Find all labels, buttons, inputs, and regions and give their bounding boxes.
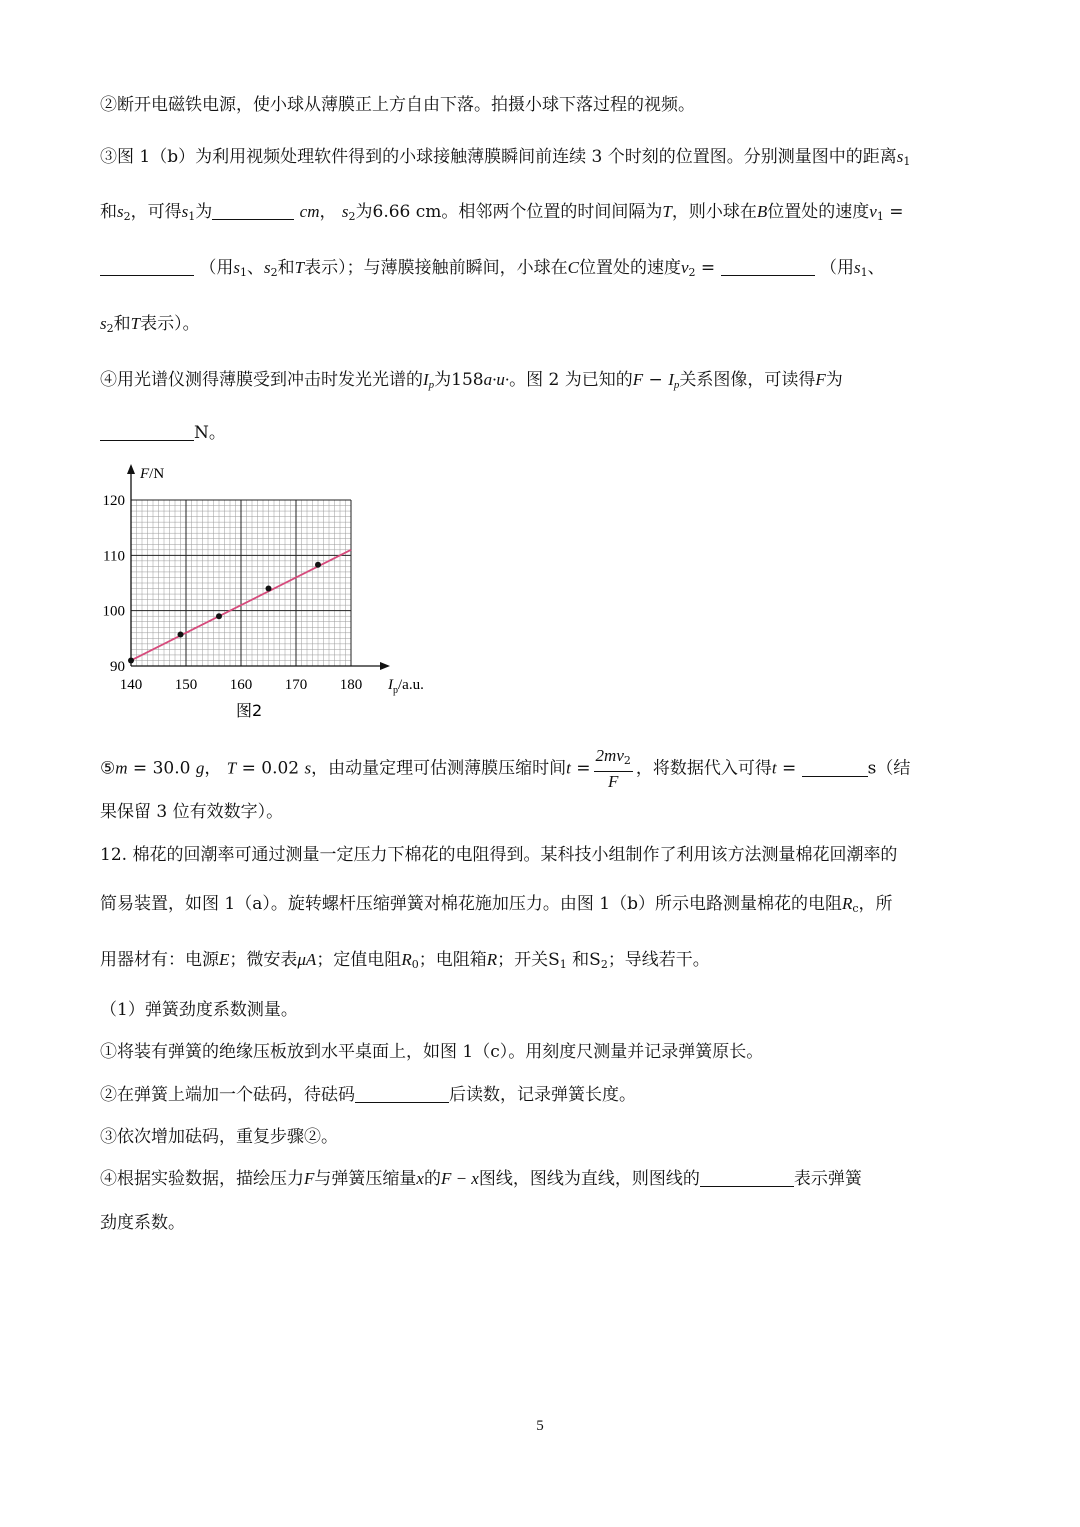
f-ip-graph (96, 458, 436, 728)
step-5-line-1: ⑤m = 30.0 g， T = 0.02 s，由动量定理可估测薄膜压缩时间t = $\frac{2mv_2}{F}$ ，将数据代入可得t = s（结 (100, 746, 911, 791)
answer-blank-v1[interactable] (100, 257, 194, 276)
y-tick-label: 90 (110, 659, 125, 675)
q12-step-3: ③依次增加砝码，重复步骤②。 (100, 1127, 338, 1147)
q12-line-3: 用器材有：电源E；微安表μA；定值电阻$R_0$；电阻箱R；开关$S_1$ 和$S_2$；导线若干。 (100, 950, 710, 971)
step-3-line-3: （用$s_1$、$s_2$和T表示）；与薄膜接触前瞬间，小球在C位置处的速度$v_2$ = （用$s_1$、 (100, 256, 984, 285)
q12-step-2: ②在弹簧上端加一个砝码，待砝码 后读数，记录弹簧长度。 (100, 1085, 636, 1105)
q12-line-1: 12. 棉花的回潮率可通过测量一定压力下棉花的电阻得到。某科技小组制作了利用该方法测量棉花回潮率的 (100, 845, 898, 865)
page-number: 5 (536, 1418, 544, 1434)
x-axis-label: $I_p/a.u$. (388, 677, 424, 696)
step-5-line-2: 果保留 3 位有效数字）。 (100, 802, 284, 822)
q12-step-1: ①将装有弹簧的绝缘压板放到水平桌面上，如图 1（c）。用刻度尺测量并记录弹簧原长。 (100, 1042, 764, 1062)
q12-step-4: ④根据实验数据，描绘压力F与弹簧压缩量x的F − x图线，图线为直线，则图线的 表示弹簧 (100, 1169, 862, 1189)
y-axis-label: F/N (140, 466, 165, 482)
data-point (315, 562, 321, 568)
x-tick-label: 170 (284, 677, 308, 693)
q12-line-2: 简易装置，如图 1（a）。旋转螺杆压缩弹簧对棉花施加压力。由图 1（b）所示电路测量棉花的电阻$R_c$，所 (100, 894, 893, 915)
answer-blank-s1[interactable] (212, 201, 294, 220)
answer-blank-wait[interactable] (355, 1084, 449, 1103)
y-tick-label: 100 (102, 603, 125, 620)
q12-step-4-cont: 劲度系数。 (100, 1213, 185, 1233)
x-tick-label: 160 (229, 677, 253, 693)
data-point (216, 613, 222, 619)
x-axis-arrow (380, 662, 390, 670)
y-tick-label: 120 (102, 493, 125, 509)
answer-blank-t[interactable] (802, 758, 868, 777)
fraction-2mv2-over-F: $\frac{2mv_2}{F}$ (595, 746, 631, 791)
x-tick-label: 140 (119, 677, 143, 693)
x-tick-label: 150 (174, 677, 198, 693)
step-3-line-4: $s_2$和T表示）。 (100, 314, 200, 335)
answer-blank-F[interactable] (100, 422, 194, 441)
step-3-line-1: ③图 1（b）为利用视频处理软件得到的小球接触薄膜瞬间前连续 3 个时刻的位置图。分别测量图中的距离$s_1$ (100, 147, 911, 168)
data-point (266, 586, 272, 592)
answer-blank-slope[interactable] (700, 1168, 794, 1187)
step-3-line-2: 和$s_2$，可得$s_1$为 cm， $s_2$为6.66 cm。相邻两个位置的时间间隔为T，则小球在B位置处的速度$v_1$ = (100, 202, 904, 223)
step-2-text: ②断开电磁铁电源，使小球从薄膜正上方自由下落。拍摄小球下落过程的视频。 (100, 95, 695, 115)
q12-part-1-heading: （1）弹簧劲度系数测量。 (100, 1000, 298, 1020)
data-point (178, 631, 184, 637)
step-4-line-2: N。 (100, 421, 984, 445)
data-point (128, 657, 134, 663)
y-axis-arrow (127, 464, 135, 474)
y-tick-label: 110 (103, 548, 125, 565)
answer-blank-v2[interactable] (721, 257, 815, 276)
chart-title: 图2 (236, 701, 263, 720)
step-4-line-1: ④用光谱仪测得薄膜受到冲击时发光光谱的$I_p$为158a·u·。图 2 为已知的$F - I_p$关系图像，可读得F为 (100, 370, 843, 391)
x-tick-label: 180 (339, 677, 363, 693)
